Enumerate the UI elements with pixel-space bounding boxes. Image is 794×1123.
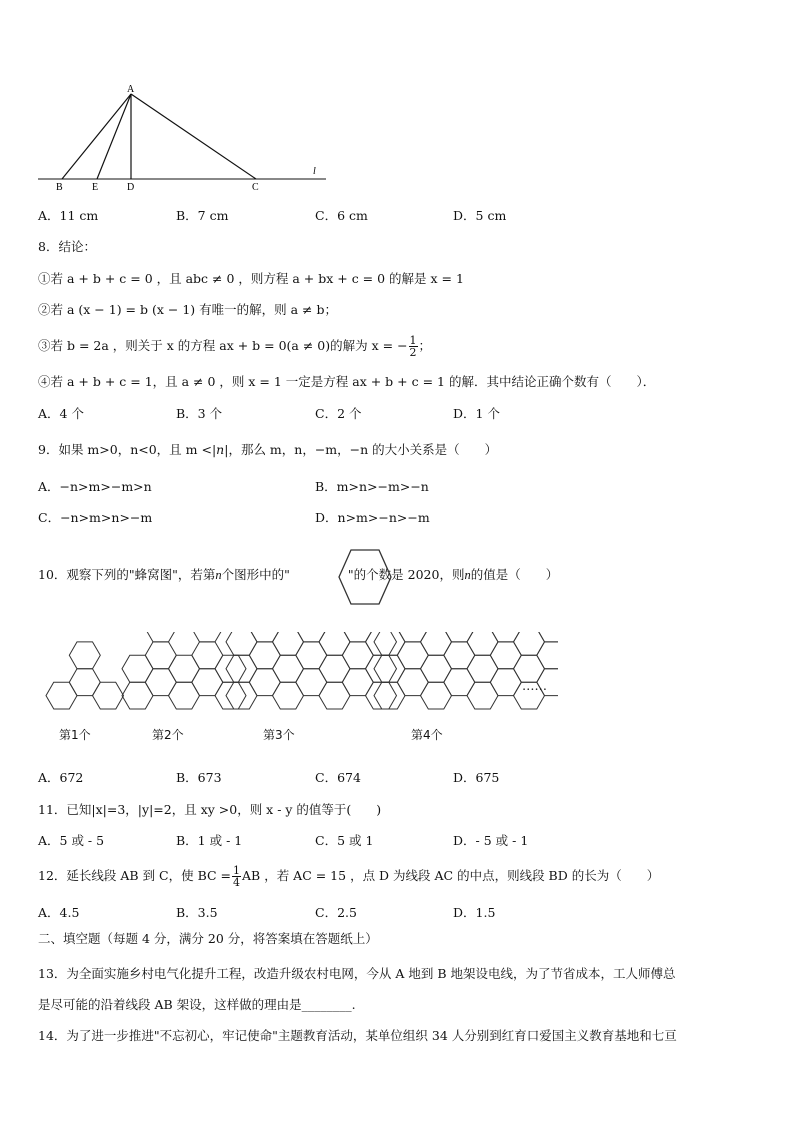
q12-frac-den: 4: [233, 876, 241, 889]
q10-pre: 10．观察下列的"蜂窝图"，若第: [38, 567, 216, 582]
honeycomb-hexagon: [421, 655, 452, 682]
honeycomb-hexagon: [342, 642, 373, 669]
honeycomb-hexagon: [249, 642, 280, 669]
q11-option-a: A．5 或 - 5: [38, 833, 105, 848]
label-E: E: [92, 182, 99, 193]
honeycomb-hexagon: [366, 632, 397, 655]
label-l: l: [313, 166, 316, 177]
honeycomb-hexagon: [319, 655, 350, 682]
honeycomb-hexagon: [273, 682, 304, 709]
q8-head: 8．结论：: [38, 239, 96, 254]
q12-fraction: [232, 865, 241, 888]
honeycomb-hexagon: [374, 632, 405, 655]
honeycomb-hexagon: [145, 669, 176, 696]
figure-caption-3: 第3个: [263, 728, 295, 742]
honeycomb-hexagon: [537, 642, 558, 669]
honeycomb-hexagon: [467, 682, 498, 709]
figure-caption-1: 第1个: [59, 728, 91, 742]
honeycomb-hexagon: [374, 655, 405, 682]
q8-s3-num: 1: [409, 334, 417, 347]
q9-pre: 9．如果 m>0，n<0，且 m <: [38, 442, 212, 457]
q11-option-d: D．- 5 或 - 1: [453, 833, 529, 848]
q8-s3-fraction: [409, 335, 418, 358]
honeycomb-hexagon: [215, 655, 246, 682]
q7-option-d: D．5 cm: [453, 208, 507, 223]
q9-option-c: C．−n>m>n>−m: [38, 510, 153, 525]
honeycomb-hexagon: [169, 655, 200, 682]
q10-mid: 个图形中的": [221, 567, 290, 582]
honeycomb-hexagon: [169, 682, 200, 709]
q11-question: 11．已知|x|=3，|y|=2，且 xy >0，则 x - y 的值等于( ): [38, 802, 382, 817]
q8-option-a: A．4 个: [38, 406, 84, 421]
honeycomb-hexagon: [490, 642, 521, 669]
honeycomb-hexagon: [296, 669, 327, 696]
q12-pre: 12．延长线段 AB 到 C，使 BC =: [38, 868, 232, 883]
q8-statement-4: ④若 a + b + c = 1，且 a ≠ 0 ，则 x = 1 一定是方程 ax + b + c = 1 的解．其中结论正确个数有（ ）．: [38, 374, 656, 389]
honeycomb-hexagon: [342, 669, 373, 696]
triangle-figure: [30, 78, 340, 196]
q11-option-b: B．1 或 - 1: [176, 833, 243, 848]
q11-option-c: C．5 或 1: [315, 833, 374, 848]
honeycomb-hexagon: [273, 632, 304, 655]
honeycomb-hexagon: [122, 682, 153, 709]
section-2-title: 二、填空题（每题 4 分，满分 20 分，将答案填在答题纸上）: [38, 931, 378, 946]
q8-s3-den: 2: [409, 346, 417, 359]
honeycomb-hexagon: [273, 655, 304, 682]
honeycomb-hexagon: [421, 682, 452, 709]
honeycomb-hexagon: [93, 682, 124, 709]
q10-option-a: A．672: [38, 770, 84, 785]
q9-abs-n: |n|: [211, 442, 229, 457]
honeycomb-hexagon: [46, 682, 77, 709]
honeycomb-hexagon: [145, 632, 176, 642]
honeycomb-hexagon: [444, 642, 475, 669]
q12-option-a: A．4.5: [38, 905, 80, 920]
honeycomb-hexagon: [444, 669, 475, 696]
honeycomb-hexagon: [192, 642, 223, 669]
honeycomb-hexagon: [374, 682, 405, 709]
honeycomb-hexagon: [249, 669, 280, 696]
segment-AE: [97, 94, 131, 179]
honeycomb-hexagon: [69, 642, 100, 669]
q8-statement-3: [38, 333, 431, 359]
honeycomb-hexagon: [366, 682, 397, 709]
q14-line-1: 14．为了进一步推进"不忘初心，牢记使命"主题教育活动，某单位组织 34 人分别到红育口爱国主义教育基地和七亘: [38, 1028, 677, 1043]
honeycomb-hexagon: [397, 642, 428, 669]
q8-option-c: C．2 个: [315, 406, 362, 421]
honeycomb-figures: [38, 632, 558, 727]
honeycomb-hexagon: [319, 632, 350, 655]
q8-s3-pre: ③若 b = 2a ，则关于 x 的方程 ax + b = 0(a ≠ 0)的解为 x = −: [38, 338, 408, 353]
q9-option-a: A．−n>m>−m>n: [38, 479, 152, 494]
honeycomb-hexagon: [514, 632, 545, 655]
honeycomb-hexagon: [366, 655, 397, 682]
label-C: C: [252, 182, 259, 193]
figure-caption-4: 第4个: [411, 728, 443, 742]
figure-caption-2: 第2个: [152, 728, 184, 742]
q9-post: ，那么 m，n，−m，−n 的大小关系是（ ）: [228, 442, 498, 457]
q10-n2: n: [464, 568, 471, 582]
q7-option-c: C．6 cm: [315, 208, 368, 223]
q7-option-a: A．11 cm: [38, 208, 99, 223]
honeycomb-hexagon: [69, 669, 100, 696]
q8-option-b: B．3 个: [176, 406, 223, 421]
figure-ellipsis: ……: [522, 678, 547, 693]
q12-option-d: D．1.5: [453, 905, 496, 920]
honeycomb-hexagon: [122, 655, 153, 682]
hexagon-icon: [337, 548, 393, 606]
q8-s3-post: ；: [418, 338, 432, 353]
label-A: A: [127, 84, 135, 95]
q8-statement-2: ②若 a (x − 1) = b (x − 1) 有唯一的解，则 a ≠ b；: [38, 302, 337, 317]
honeycomb-hexagon: [319, 682, 350, 709]
q12-frac-num: 1: [233, 864, 241, 877]
q12-option-c: C．2.5: [315, 905, 357, 920]
honeycomb-figure-1: [46, 642, 124, 709]
segment-AC: [131, 94, 256, 179]
honeycomb-hexagon: [397, 669, 428, 696]
honeycomb-hexagon: [467, 632, 498, 655]
q10-end: 的值是（ ）: [470, 567, 559, 582]
q13-line-1: 13．为全面实施乡村电气化提升工程，改造升级农村电网，今从 A 地到 B 地架设电线，为了节省成本，工人师傅总: [38, 966, 676, 981]
q10-n1: n: [215, 568, 222, 582]
honeycomb-hexagon: [490, 669, 521, 696]
q9-question: [38, 442, 497, 458]
honeycomb-hexagon: [467, 655, 498, 682]
q9-option-b: B．m>n>−m>−n: [315, 479, 429, 494]
honeycomb-hexagon: [192, 632, 223, 642]
label-D: D: [127, 182, 135, 193]
honeycomb-hexagon: [226, 632, 257, 655]
q12-post: AB ，若 AC = 15 ，点 D 为线段 AC 的中点，则线段 BD 的长为（ ）: [242, 868, 660, 883]
honeycomb-hexagon: [215, 682, 246, 709]
q12-question: [38, 862, 659, 890]
q12-option-b: B．3.5: [176, 905, 218, 920]
q10-option-b: B．673: [176, 770, 222, 785]
label-B: B: [56, 182, 63, 193]
q10-post: "的个数是 2020，则: [347, 567, 465, 582]
honeycomb-hexagon: [145, 642, 176, 669]
honeycomb-hexagon: [421, 632, 452, 655]
q7-option-b: B．7 cm: [176, 208, 229, 223]
honeycomb-hexagon: [537, 632, 558, 642]
honeycomb-hexagon: [192, 669, 223, 696]
q13-line-2: 是尽可能的沿着线段 AB 架设，这样做的理由是________.: [38, 997, 356, 1012]
segment-AB: [62, 94, 131, 179]
q10-question: [38, 567, 558, 583]
q9-option-d: D．n>m>−n>−m: [315, 510, 430, 525]
q8-option-d: D．1 个: [453, 406, 500, 421]
honeycomb-figure-3: [226, 632, 397, 709]
q10-option-d: D．675: [453, 770, 500, 785]
honeycomb-hexagon: [296, 642, 327, 669]
honeycomb-hexagon: [226, 682, 257, 709]
q8-statement-1: ①若 a + b + c = 0 ，且 abc ≠ 0 ，则方程 a + bx + c = 0 的解是 x = 1: [38, 271, 464, 286]
honeycomb-figure-4: [374, 632, 558, 709]
honeycomb-hexagon: [226, 655, 257, 682]
q10-option-c: C．674: [315, 770, 361, 785]
